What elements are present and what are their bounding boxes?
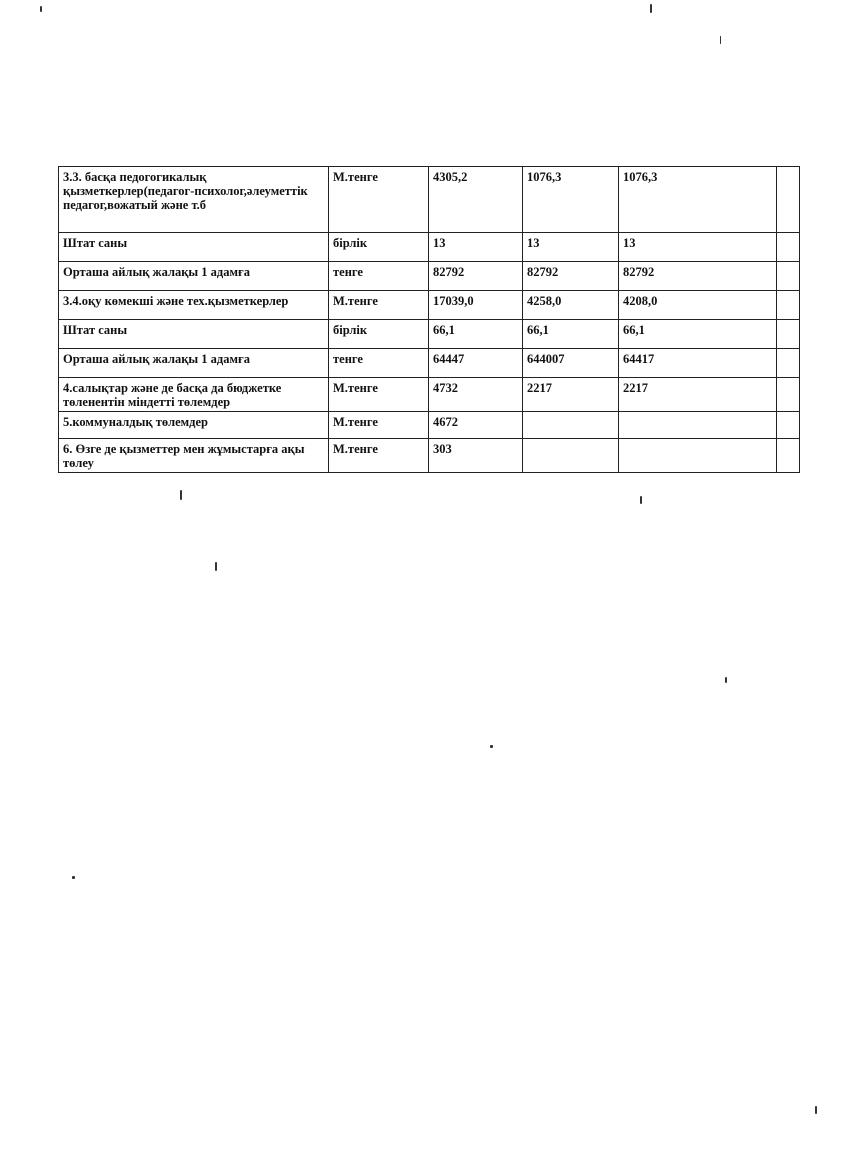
table-row	[59, 378, 800, 412]
row-value-3: 13	[619, 233, 777, 262]
row-value-2: 2217	[523, 378, 619, 412]
row-value-3	[619, 439, 777, 473]
row-value-1: 303	[429, 439, 523, 473]
row-value-3: 64417	[619, 349, 777, 378]
row-unit: М.тенге	[329, 439, 429, 473]
row-unit: бірлік	[329, 320, 429, 349]
row-value-3	[619, 412, 777, 439]
scan-speck	[72, 876, 75, 879]
row-value-3: 4208,0	[619, 291, 777, 320]
row-value-1: 4305,2	[429, 167, 523, 233]
row-value-3: 82792	[619, 262, 777, 291]
table-row	[59, 349, 800, 378]
row-value-2: 13	[523, 233, 619, 262]
row-value-2: 1076,3	[523, 167, 619, 233]
row-value-1: 17039,0	[429, 291, 523, 320]
row-value-1: 4672	[429, 412, 523, 439]
row-value-2: 66,1	[523, 320, 619, 349]
row-label: Орташа айлық жалақы 1 адамға	[59, 262, 329, 291]
row-unit: М.тенге	[329, 412, 429, 439]
row-value-2	[523, 439, 619, 473]
empty-cell	[777, 349, 800, 378]
budget-table	[58, 166, 800, 473]
row-label: 6. Өзге де қызметтер мен жұмыстарға ақы төлеу	[59, 439, 329, 473]
scan-speck	[650, 4, 652, 13]
table-row	[59, 262, 800, 291]
scan-speck	[215, 562, 217, 571]
empty-cell	[777, 233, 800, 262]
row-value-2: 4258,0	[523, 291, 619, 320]
row-label: Штат саны	[59, 320, 329, 349]
empty-cell	[777, 439, 800, 473]
row-label: 4.салықтар және де басқа да бюджетке төленентін міндетті төлемдер	[59, 378, 329, 412]
scan-speck	[720, 36, 721, 44]
empty-cell	[777, 378, 800, 412]
empty-cell	[777, 320, 800, 349]
table-row	[59, 320, 800, 349]
row-value-2: 82792	[523, 262, 619, 291]
row-label: 5.коммуналдық төлемдер	[59, 412, 329, 439]
table-row	[59, 439, 800, 473]
row-value-1: 64447	[429, 349, 523, 378]
row-label: Штат саны	[59, 233, 329, 262]
row-label: 3.4.оқу көмекші және тех.қызметкерлер	[59, 291, 329, 320]
empty-cell	[777, 412, 800, 439]
scan-speck	[40, 6, 42, 12]
row-label: 3.3. басқа педогогикалық қызметкерлер(педагог-психолог,әлеуметтік педагог,вожатый және т.б	[59, 167, 329, 233]
row-value-2	[523, 412, 619, 439]
table-row	[59, 291, 800, 320]
table-row	[59, 412, 800, 439]
row-label: Орташа айлық жалақы 1 адамға	[59, 349, 329, 378]
scan-speck	[640, 496, 642, 504]
row-unit: тенге	[329, 262, 429, 291]
scan-speck	[725, 677, 727, 683]
row-unit: М.тенге	[329, 378, 429, 412]
row-value-1: 4732	[429, 378, 523, 412]
empty-cell	[777, 167, 800, 233]
row-unit: М.тенге	[329, 291, 429, 320]
scan-speck	[180, 490, 182, 500]
row-unit: М.тенге	[329, 167, 429, 233]
row-value-1: 13	[429, 233, 523, 262]
empty-cell	[777, 291, 800, 320]
empty-cell	[777, 262, 800, 291]
row-value-2: 644007	[523, 349, 619, 378]
table-row	[59, 167, 800, 233]
scan-speck	[490, 745, 493, 748]
scan-speck	[815, 1106, 817, 1114]
row-value-3: 1076,3	[619, 167, 777, 233]
row-value-3: 2217	[619, 378, 777, 412]
table-row	[59, 233, 800, 262]
row-value-1: 66,1	[429, 320, 523, 349]
row-value-1: 82792	[429, 262, 523, 291]
row-unit: тенге	[329, 349, 429, 378]
row-unit: бірлік	[329, 233, 429, 262]
row-value-3: 66,1	[619, 320, 777, 349]
